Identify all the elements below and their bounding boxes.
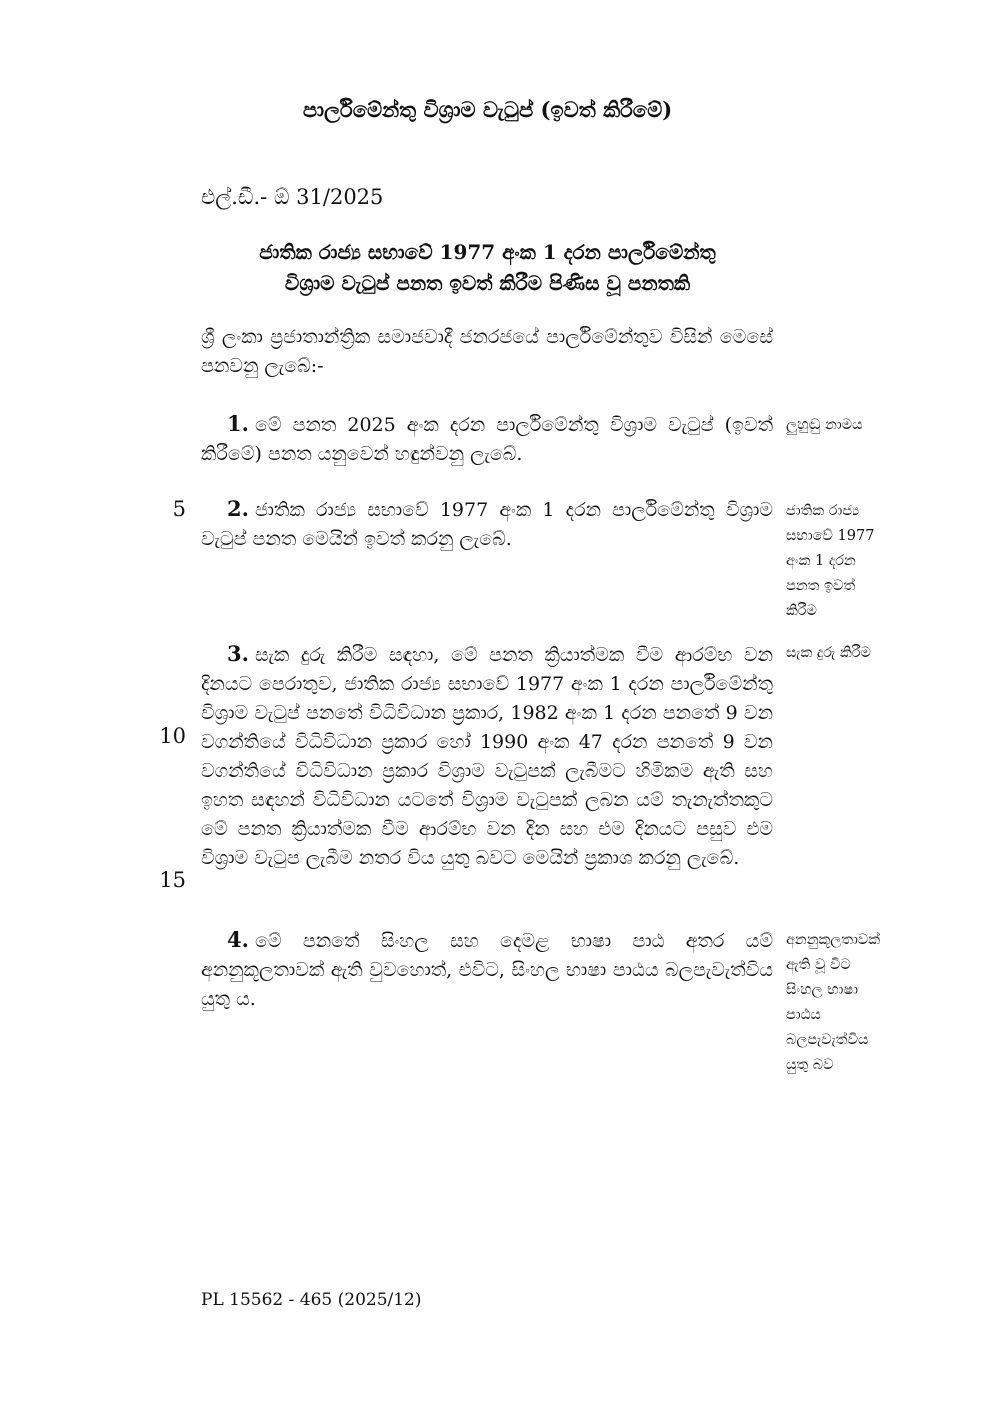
bill-long-title [0,237,975,299]
marginal-note-line: සැක දුරු කිරීම [786,645,871,661]
section-4-number: 4. [227,927,249,952]
bill-short-title: පාර්ලිමේන්තු විශ්‍රාම වැටුප් (ඉවත් කිරීමේ) [302,97,673,122]
marginal-note-line: යුතු බව [786,1057,834,1073]
marginal-note-line: සිංහල භාෂා [786,982,858,998]
section-4 [201,925,773,1014]
reference-number: එල්.ඩී.- ඕ 31/2025 [201,185,384,209]
section-2 [201,494,773,554]
marginal-note-line: අංක 1 දරන [786,553,856,569]
marginal-note-line: ජාතික රාජ්‍ය [786,503,860,519]
marginal-note-section-3 [786,641,916,666]
section-1 [201,409,773,469]
marginal-note-section-4 [786,928,916,1078]
long-title-line-1: ජාතික රාජ්‍ය සභාවේ 1977 අංක 1 දරන පාර්ලිමේන්තු [259,240,716,264]
section-2-text: ජාතික රාජ්‍ය සභාවේ 1977 අංක 1 දරන පාර්ලිමේන්තු විශ්‍රාම වැටුප් පනත මෙයින් ඉවත් කරනු ලැබේ. [201,499,773,550]
section-3-number: 3. [227,641,249,666]
marginal-note-line: සභාවේ 1977 [786,528,875,544]
marginal-note-section-2 [786,499,916,624]
marginal-note-line: ඇති වූ විට [786,957,851,973]
marginal-note-line: කිරීම [786,603,817,619]
enacting-clause: ශ්‍රී ලංකා ප්‍රජාතාන්ත්‍රික සමාජවාදී ජනරජයේ පාර්ලිමේන්තුව විසින් මෙසේ පනවනු ලැබේ:- [201,326,773,377]
marginal-note-line: පාඨය [786,1007,821,1023]
section-2-number: 2. [227,496,249,521]
section-3-text: සැක දුරු කිරීම සඳහා, මේ පනත ක්‍රියාත්මක වීම ආරම්භ වන දිනයට පෙරාතුව, ජාතික රාජ්‍ය සභාවේ 1977 අංක 1 දරන පාර්ලිමේන්තු විශ්‍රාම වැටුප් පනතේ විධිවිධාන ප්‍රකාර, 1982 අංක 1 දරන පනතේ 9 වන වගන්තියේ විධිවිධාන ප්‍රකාර හෝ 1990 අංක 47 දරන පනතේ 9 වන වගන්තියේ විධිවිධාන ප්‍රකාර විශ්‍රාම වැටුපක් ලැබීමට හිමිකම ඇති සහ ඉහත සඳහන් විධිවිධාන යටතේ විශ්‍රාම වැටුපක් ලබන යම් තැනැත්තකුට මේ පනත ක්‍රියාත්මක වීම ආරම්භ වන දින සහ එම දිනයට පසුව එම විශ්‍රාම වැටුප ලැබීම නතර විය යුතු බවට මෙයින් ප්‍රකාශ කරනු ලැබේ. [201,644,773,869]
line-number-5: 5 [172,497,186,521]
section-1-text: මේ පනත 2025 අංක දරන පාර්ලිමේන්තු විශ්‍රාම වැටුප් (ඉවත් කිරීමේ) පනත යනුවෙන් හඳුන්වනු ලැබේ. [201,414,773,465]
long-title-line-2: විශ්‍රාම වැටුප් පනත ඉවත් කිරීම පිණිස වූ පනතකි [284,271,691,295]
section-3 [201,639,773,873]
line-number-10: 10 [159,724,186,748]
line-number-15: 15 [159,868,186,892]
marginal-note-line: බලපැවැත්විය [786,1032,869,1048]
print-footer: PL 15562 - 465 (2025/12) [201,1290,422,1310]
marginal-note-line: ලුහුඬු නාමය [786,417,863,433]
marginal-note-line: පනත ඉවත් [786,578,856,594]
section-4-text: මේ පනතේ සිංහල සහ දෙමළ භාෂා පාඨ අතර යම් අනනුකූලතාවක් ඇති වුවහොත්, එවිට, සිංහල භාෂා පාඨය බලපැවැත්විය යුතු ය. [201,930,773,1010]
marginal-note-section-1 [786,413,916,438]
section-1-number: 1. [227,411,249,436]
marginal-note-line: අනනුකූලතාවක් [786,932,881,948]
